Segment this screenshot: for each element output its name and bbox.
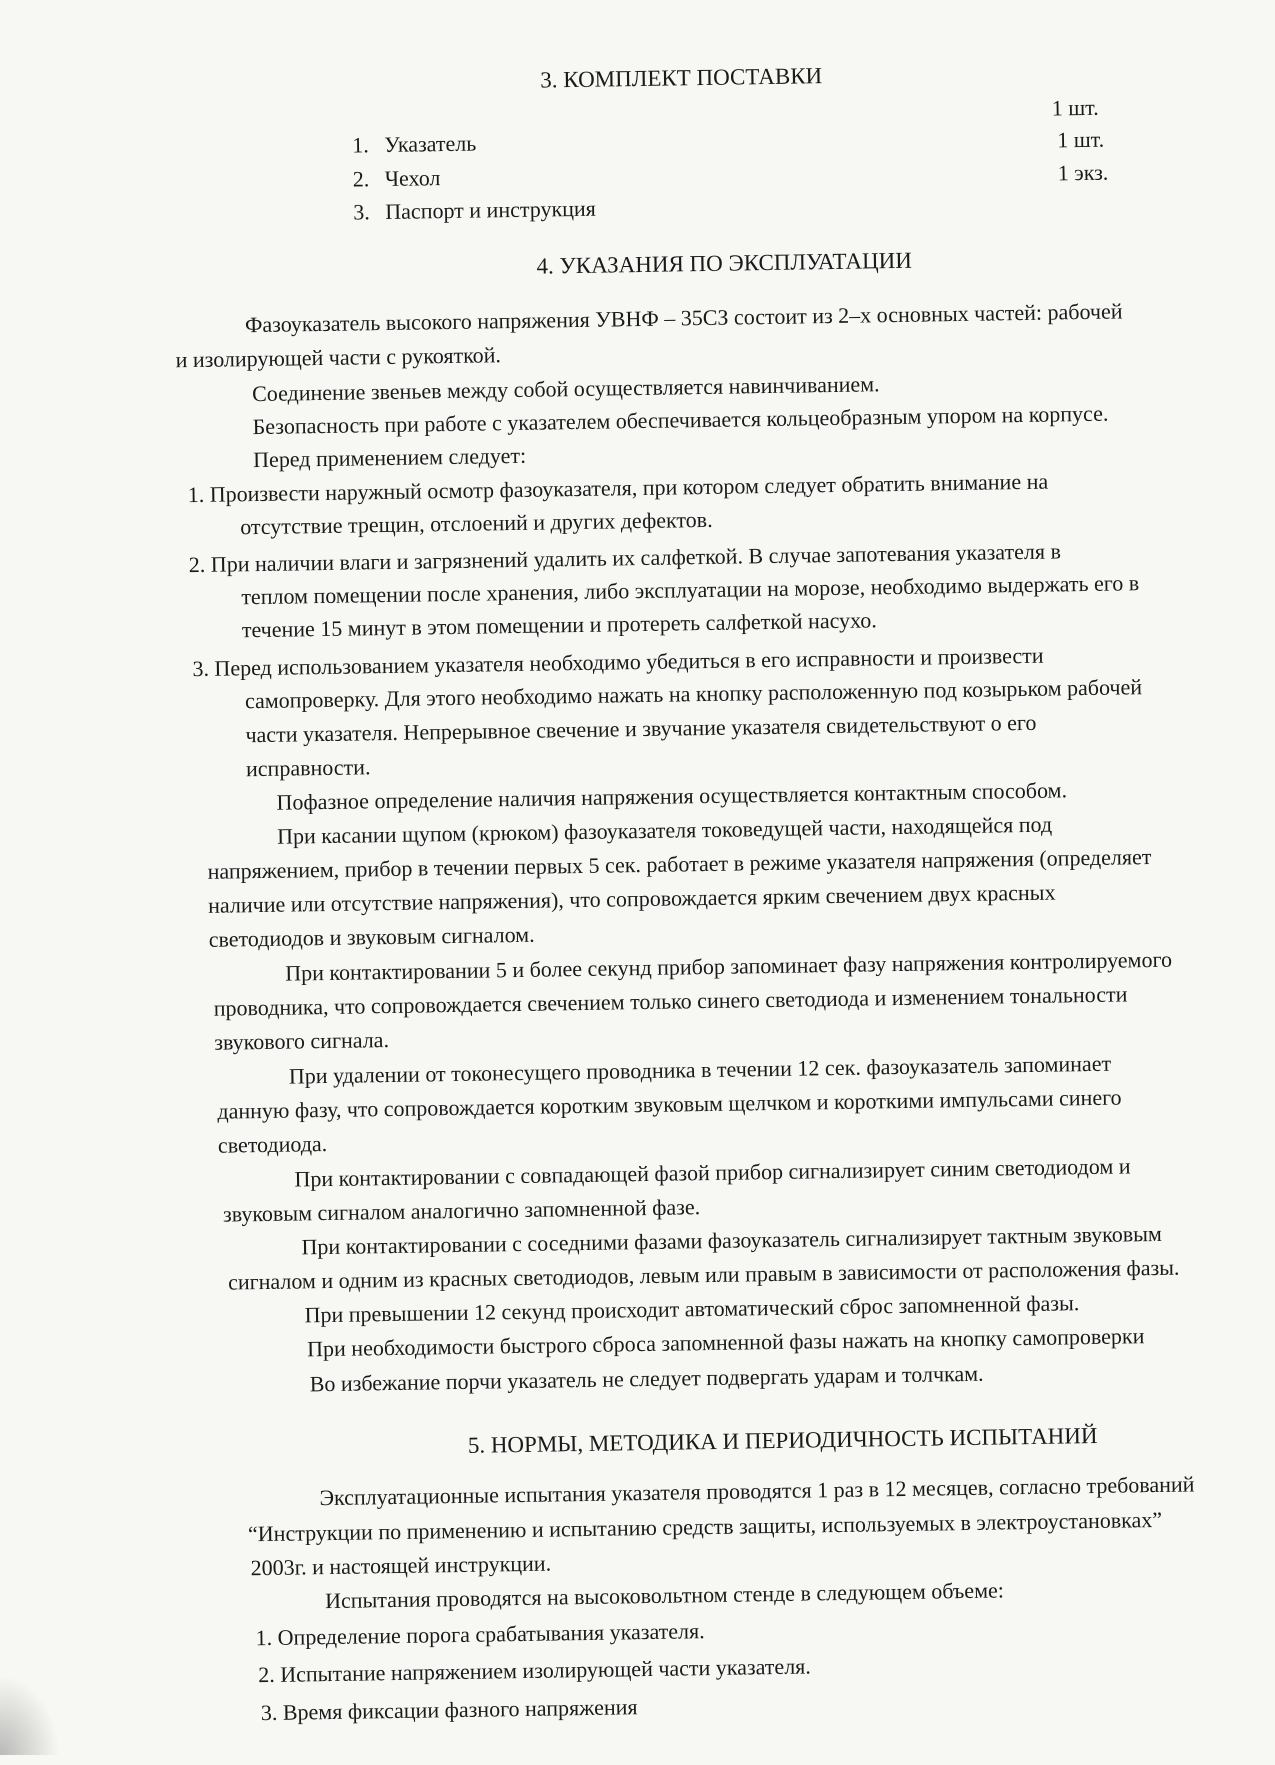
paragraph-line: звукового сигнала. xyxy=(214,1027,389,1056)
kit-item-3-qty: 1 экз. xyxy=(1058,160,1109,187)
kit-item-2 xyxy=(353,165,441,192)
paragraph-line: Безопасность при работе с указателем обеспечивается кольцеобразным упором на корпусе. xyxy=(252,401,1108,440)
paragraph-line: данную фазу, что сопровождается коротким звуковым щелчком и короткими импульсами синего xyxy=(217,1085,1122,1125)
paragraph-line: “Инструкции по применению и испытанию средств защиты, используемых в электроустановках” xyxy=(248,1507,1162,1547)
paragraph-line: При удалении от токонесущего проводника в течении 12 сек. фазоуказатель запоминает xyxy=(289,1051,1112,1090)
kit-item-2-qty: 1 шт. xyxy=(1057,127,1104,154)
paragraph-line: Испытания проводятся на высоковольтном стенде в следующем объеме: xyxy=(325,1577,1004,1614)
paragraph-line: При контактировании с совпадающей фазой прибор сигнализирует синим светодиодом и xyxy=(294,1153,1130,1192)
paragraph-line: При превышении 12 секунд происходит автоматический сброс запомненной фазы. xyxy=(304,1290,1079,1328)
list-item-line: самопроверку. Для этого необходимо нажать на кнопку расположенную под козырьком рабочей xyxy=(245,674,1142,714)
kit-item-number: 1. xyxy=(352,132,384,158)
paragraph-line: звуковым сигналом аналогично запомненной фазе. xyxy=(223,1194,701,1227)
section-4-title: 4. УКАЗАНИЯ ПО ЭКСПЛУАТАЦИИ xyxy=(444,246,1004,281)
paragraph-line: проводника, что сопровождается свечением только синего светодиода и изменением тональности xyxy=(214,981,1128,1021)
paragraph-line: Фазоуказатель высокого напряжения УВНФ – 35СЗ состоит из 2–х основных частей: рабочей xyxy=(245,298,1123,338)
section-3-title: 3. КОМПЛЕКТ ПОСТАВКИ xyxy=(481,62,881,94)
list-item-line: части указателя. Непрерывное свечение и звучание указателя свидетельствуют о его xyxy=(245,710,1036,748)
kit-item-number: 3. xyxy=(353,199,385,225)
list-item-line: 1. Определение порога срабатывания указателя. xyxy=(255,1618,704,1651)
kit-item-label: Чехол xyxy=(385,165,441,191)
paragraph-line: сигналом и одним из красных светодиодов, левым или правым в зависимости от расположения фазы. xyxy=(228,1255,1180,1296)
list-item-line: отсутствие трещин, отслоений и других дефектов. xyxy=(240,507,713,540)
list-item-line: 1. Произвести наружный осмотр фазоуказателя, при котором следует обратить внимание на xyxy=(188,469,1049,509)
list-item-line: исправности. xyxy=(246,754,371,782)
list-item-line: 3. Перед использованием указателя необходимо убедиться в его исправности и произвести xyxy=(192,643,1044,682)
kit-item-1 xyxy=(352,131,476,159)
paragraph-line: Пофазное определение наличия напряжения осуществляется контактным способом. xyxy=(276,777,1067,815)
paragraph-line: наличие или отсутствие напряжения), что сопровождается ярким свечением двух красных xyxy=(208,880,1056,919)
paragraph-line: и изолирующей части с рукояткой. xyxy=(175,342,501,373)
list-item-line: течение 15 минут в этом помещении и протереть салфеткой насухо. xyxy=(242,607,877,643)
list-item-line: 2. При наличии влаги и загрязнений удалить их салфеткой. В случае запотевания указателя в xyxy=(189,538,1061,578)
paragraph-line: светодиода. xyxy=(218,1131,328,1159)
kit-item-label: Указатель xyxy=(384,131,476,157)
paragraph-line: Эксплуатационные испытания указателя проводятся 1 раз в 12 месяцев, согласно требований xyxy=(319,1471,1194,1511)
paragraph-line: При контактировании 5 и более секунд прибор запоминает фазу напряжения контролируемого xyxy=(285,947,1172,987)
paragraph-line: Соединение звеньев между собой осуществляется навинчиванием. xyxy=(252,371,880,407)
list-item-line: 3. Время фиксации фазного напряжения xyxy=(261,1694,638,1726)
paragraph-line: При контактировании с соседними фазами фазоуказатель сигнализирует тактным звуковым xyxy=(301,1221,1162,1261)
paragraph-line: Во избежание порчи указатель не следует подвергать ударам и толчкам. xyxy=(309,1361,983,1398)
list-item-line: 2. Испытание напряжением изолирующей части указателя. xyxy=(258,1653,811,1688)
list-item-line: теплом помещении после хранения, либо эксплуатации на морозе, необходимо выдержать его в xyxy=(241,570,1139,610)
kit-item-1-qty: 1 шт. xyxy=(1052,95,1099,122)
paragraph-line: 2003г. и настоящей инструкции. xyxy=(250,1551,551,1582)
kit-item-label: Паспорт и инструкция xyxy=(385,196,596,224)
paragraph-line: напряжением, прибор в течении первых 5 сек. работает в режиме указателя напряжения (определяет xyxy=(207,844,1151,885)
section-5-title: 5. НОРМЫ, МЕТОДИКА И ПЕРИОДИЧНОСТЬ ИСПЫТАНИЙ xyxy=(432,1422,1132,1459)
kit-item-3 xyxy=(353,196,596,226)
paragraph-line: светодиодов и звуковым сигналом. xyxy=(209,922,535,953)
paragraph-line: При касании щупом (крюком) фазоуказателя токоведущей части, находящейся под xyxy=(277,812,1052,850)
paragraph-line: Перед применением следует: xyxy=(253,443,526,473)
scan-edge-shadow xyxy=(0,1675,60,1755)
paragraph-line: При необходимости быстрого сброса запомненной фазы нажать на кнопку самопроверки xyxy=(307,1323,1145,1362)
kit-item-number: 2. xyxy=(353,166,385,192)
